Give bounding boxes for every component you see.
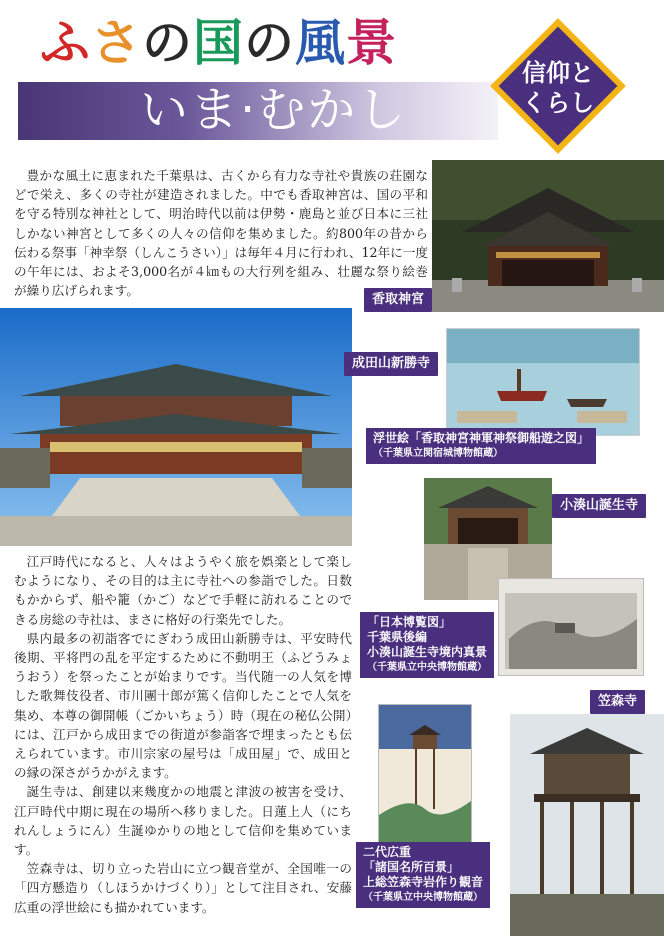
- page-subtitle: いま·むかし: [140, 82, 408, 138]
- body-paragraph: 県内最多の初詣客でにぎわう成田山新勝寺は、平安時代後期、平将門の乱を平定するために不動明王（ふどうみょうおう）を祭ったことが始まりです。当代随一の人気を博した歌舞伎役者、市川團十郎が篤く信仰したことで人気を集め、本尊の御開帳（ごかいちょう）時（現在の秘仏公開）には、江戸から成田までの街道が参詣客で埋まったとも伝えられています。市川宗家の屋号は「成田屋」で、成田との縁の深さがうかがえます。: [14, 630, 352, 781]
- caption-line: 「諸国名所百景」: [363, 860, 460, 874]
- caption-line: 「日本博覧図」: [367, 615, 452, 629]
- caption-source: （千葉県立関宿城博物館蔵）: [373, 448, 503, 459]
- naritasan-photo: [0, 308, 352, 546]
- intro-paragraph: [14, 166, 428, 300]
- caption-source: （千葉県立中央博物館蔵）: [363, 892, 483, 903]
- title-char: 風: [295, 13, 346, 72]
- intro-text: 豊かな風土に恵まれた千葉県は、古くから有力な寺社や貴族の荘園などで栄え、多くの寺社が建造されました。中でも香取神宮は、国の平和を守る特別な神社として、明治時代以前は伊勢・鹿島と並び日本に三社しかない神宮として多くの人々の信仰を集めました。約800年の昔から伝わる祭事「神幸祭（しんこうさい）」は毎年４月に行われ、12年に一度の午年には、およそ3,000名が４㎞もの大行列を組み、壮麗な祭り絵巻が繰り広げられます。: [14, 168, 428, 299]
- hakurankai-caption: [360, 612, 494, 678]
- hakurankai-image: [498, 578, 644, 676]
- caption-line: 千葉県後編: [367, 630, 428, 644]
- caption-source: （千葉県立中央博物館蔵）: [367, 662, 487, 673]
- caption-line: 二代広重: [363, 845, 412, 859]
- hiroshige-caption: [356, 842, 490, 908]
- title-char: 国: [193, 13, 244, 72]
- body-paragraph: 江戸時代になると、人々はようやく旅を娯楽として楽しむようになり、その目的は主に寺社への参詣でした。日数もかからず、船や籠（かご）などで手軽に訪れることのできる房総の寺社は、まさに格好の行楽先でした。: [14, 554, 352, 627]
- label-naritasan: 成田山新勝寺: [344, 352, 438, 376]
- badge-line: くらし: [522, 89, 594, 117]
- badge-line: 信仰と: [522, 59, 594, 87]
- label-tanjoji: 小湊山誕生寺: [552, 494, 646, 518]
- caption-title: 浮世絵「香取神宮神軍神祭御船遊之図」: [373, 431, 590, 445]
- category-badge: [500, 58, 616, 118]
- title-char: の: [244, 13, 295, 72]
- label-katori: 香取神宮: [364, 288, 432, 312]
- ukiyoe-caption: [366, 428, 596, 464]
- hiroshige-image: [378, 704, 472, 856]
- label-kasamori: 笠森寺: [590, 690, 645, 714]
- body-paragraph: 誕生寺は、創建以来幾度かの地震と津波の被害を受け、江戸時代中期に現在の場所へ移りました。日蓮上人（にちれんしょうにん）生誕ゆかりの地として信仰を集めています。: [14, 784, 352, 858]
- body-text: [14, 552, 352, 917]
- title-char: 景: [346, 13, 397, 72]
- caption-line: 上総笠森寺岩作り観音: [363, 875, 484, 889]
- title-char: さ: [91, 13, 142, 72]
- caption-line: 小湊山誕生寺境内真景: [367, 645, 488, 659]
- title-char: ふ: [40, 13, 91, 72]
- title-char: の: [142, 13, 193, 72]
- kasamori-photo: [510, 714, 664, 936]
- page-title: [40, 13, 397, 72]
- body-paragraph: 笠森寺は、切り立った岩山に立つ観音堂が、全国唯一の「四方懸造り（しほうかけづくり）」として注目され、安藤広重の浮世絵にも描かれています。: [14, 861, 352, 915]
- katori-photo: [432, 160, 664, 312]
- ukiyoe-image: [446, 328, 640, 436]
